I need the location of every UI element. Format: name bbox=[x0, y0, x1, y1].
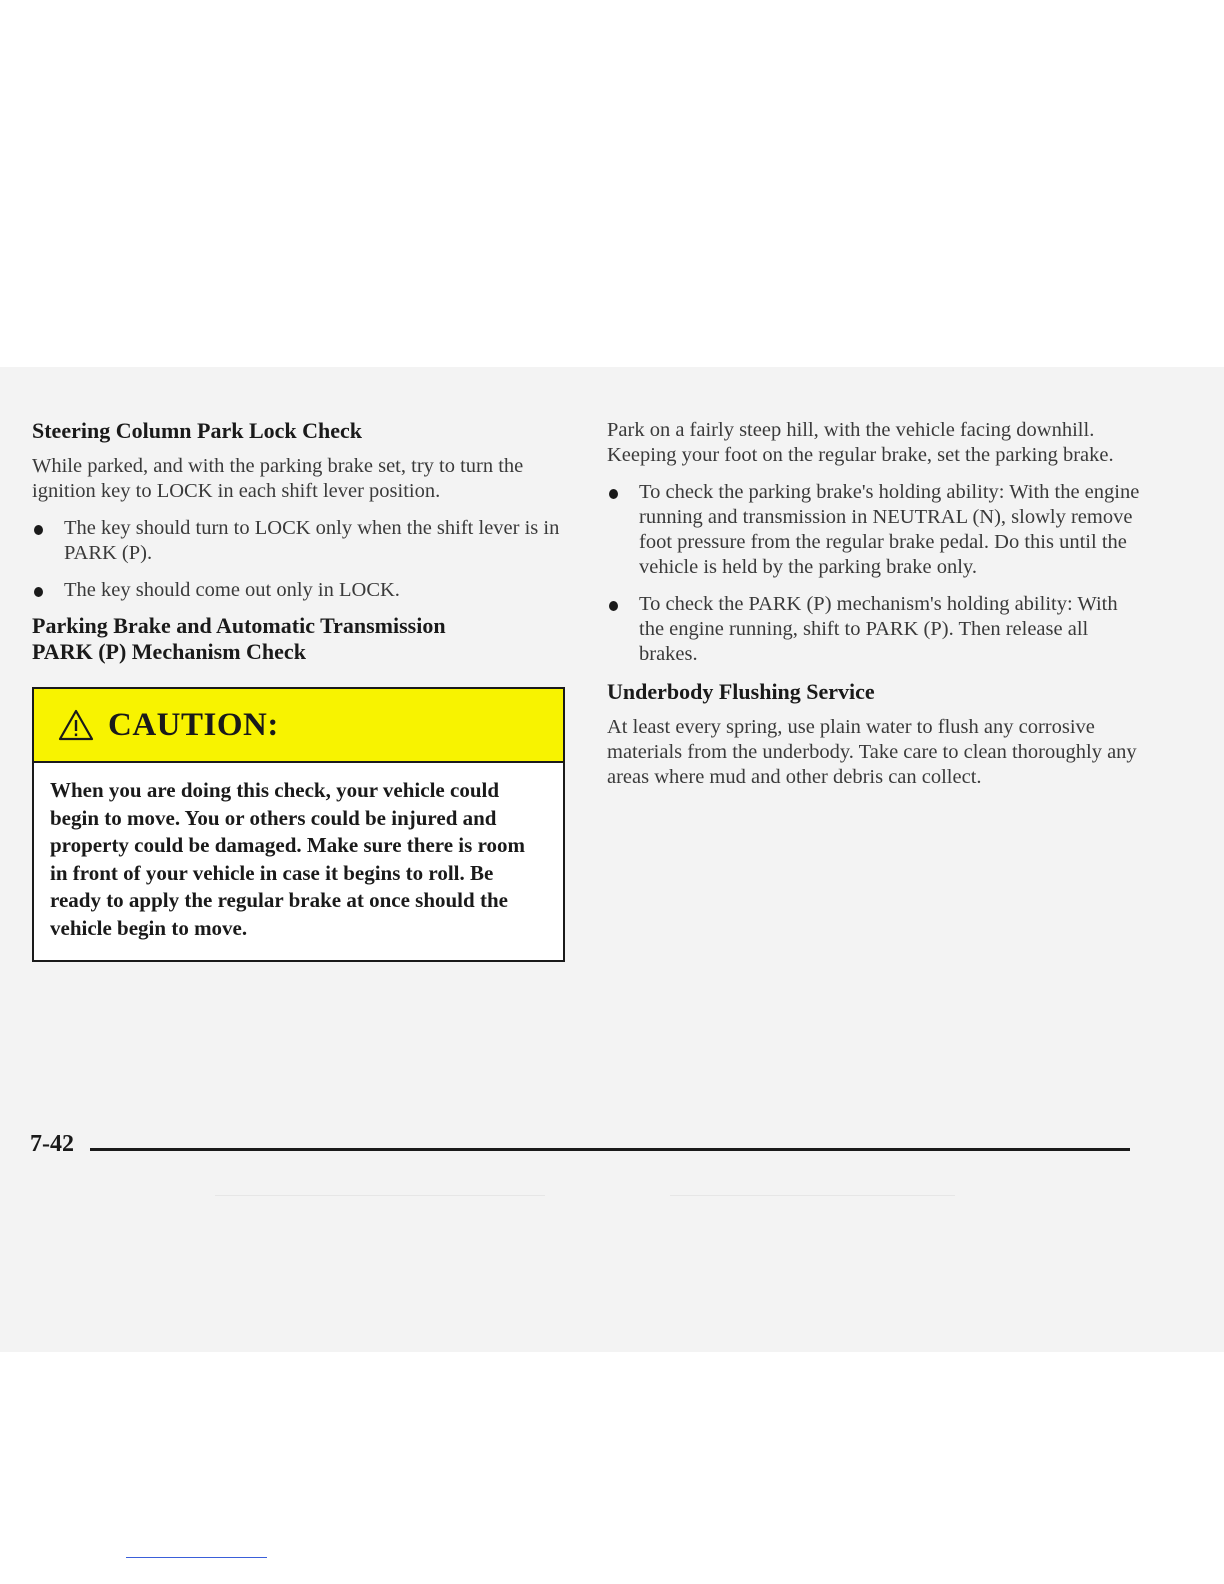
page-number: 7-42 bbox=[30, 1131, 74, 1157]
steering-lock-intro: While parked, and with the parking brake set, try to turn the ignition key to LOCK in each shift lever position. bbox=[32, 455, 524, 502]
caution-header bbox=[34, 689, 563, 763]
hill-park-intro: Park on a fairly steep hill, with the vehicle facing downhill. Keeping your foot on the regular brake, set the parking brake. bbox=[607, 419, 1114, 466]
bullet-text: The key should come out only in LOCK. bbox=[64, 579, 400, 601]
divider bbox=[215, 1195, 545, 1196]
bullet-text: To check the parking brake's holding ability: With the engine running and transmission in NEUTRAL (N), slowly remove foot pressure from the regular brake pedal. Do this until the vehicle is held by the parking brake only. bbox=[639, 481, 1140, 578]
steering-lock-bullets bbox=[32, 516, 567, 603]
divider bbox=[126, 1557, 267, 1558]
holding-ability-bullets bbox=[607, 480, 1147, 667]
caution-text: When you are doing this check, your vehicle could begin to move. You or others could be injured and property could be damaged. Make sure there is room in front of your vehicle in case it begins to roll. Be ready to apply the regular brake at once should the vehicle begin to move. bbox=[50, 778, 526, 940]
bullet-text: The key should turn to LOCK only when the shift lever is in PARK (P). bbox=[64, 517, 560, 564]
list-item bbox=[32, 578, 567, 603]
list-item bbox=[607, 592, 1147, 667]
divider bbox=[670, 1195, 955, 1196]
bullet-icon bbox=[609, 489, 618, 499]
left-column bbox=[32, 418, 567, 962]
park-mechanism-heading-line2: PARK (P) Mechanism Check bbox=[32, 639, 306, 664]
caution-title: CAUTION: bbox=[108, 706, 279, 743]
steering-lock-heading: Steering Column Park Lock Check bbox=[32, 418, 362, 443]
park-mechanism-heading-line1: Parking Brake and Automatic Transmission bbox=[32, 613, 446, 638]
bullet-text: To check the PARK (P) mechanism's holding ability: With the engine running, shift to PARK (P). Then release all brakes. bbox=[639, 593, 1118, 665]
bullet-icon bbox=[34, 587, 43, 597]
warning-triangle-icon bbox=[58, 709, 94, 741]
underbody-heading: Underbody Flushing Service bbox=[607, 679, 875, 704]
list-item bbox=[32, 516, 567, 566]
footer-rule bbox=[90, 1148, 1130, 1151]
park-mechanism-heading bbox=[32, 613, 567, 665]
list-item bbox=[607, 480, 1147, 580]
bullet-icon bbox=[34, 525, 43, 535]
underbody-text: At least every spring, use plain water to flush any corrosive materials from the underbody. Take care to clean thoroughly any areas where mud and other debris can collect. bbox=[607, 716, 1137, 788]
caution-box bbox=[32, 687, 565, 962]
bullet-icon bbox=[609, 601, 618, 611]
right-column bbox=[607, 418, 1147, 802]
